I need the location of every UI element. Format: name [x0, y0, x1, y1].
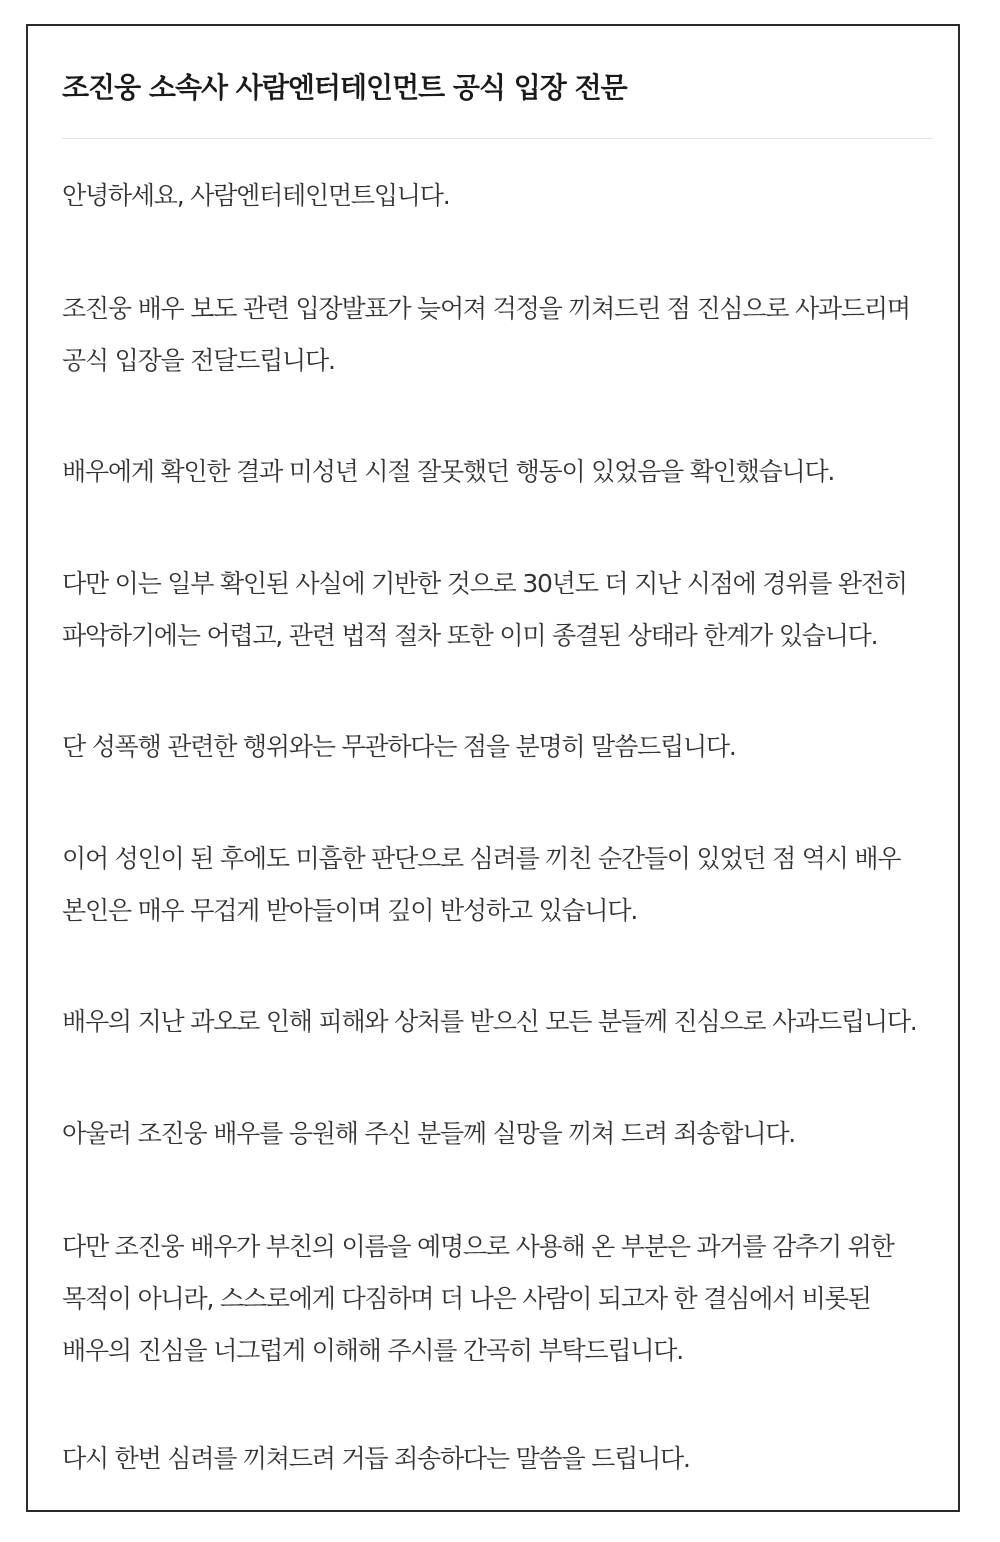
paragraph-confirmation: [62, 446, 834, 498]
statement-title: 조진웅 소속사 사람엔터테인먼트 공식 입장 전문: [62, 71, 627, 104]
paragraph-apology-fans: [62, 1108, 795, 1160]
paragraph-line: 공식 입장을 전달드립니다.: [62, 346, 335, 375]
title-divider: [62, 138, 932, 139]
paragraph-apology-delay: [62, 283, 910, 387]
paragraph-line: 다시 한번 심려를 끼쳐드려 거듭 죄송하다는 말씀을 드립니다.: [62, 1444, 690, 1473]
paragraph-clarification: [62, 721, 736, 773]
paragraph-line: 배우의 진심을 너그럽게 이해해 주시를 간곡히 부탁드립니다.: [62, 1336, 683, 1365]
paragraph-line: 배우의 지난 과오로 인해 피해와 상처를 받으신 모든 분들께 진심으로 사과드립니다.: [62, 1007, 917, 1036]
paragraph-line: 아울러 조진웅 배우를 응원해 주신 분들께 실망을 끼쳐 드려 죄송합니다.: [62, 1119, 796, 1148]
paragraph-line: 배우에게 확인한 결과 미성년 시절 잘못했던 행동이 있었음을 확인했습니다.: [62, 457, 835, 486]
paragraph-line: 안녕하세요, 사람엔터테인먼트입니다.: [62, 181, 450, 210]
statement-frame: [26, 24, 960, 1512]
paragraph-line: 본인은 매우 무겁게 받아들이며 깊이 반성하고 있습니다.: [62, 896, 638, 925]
paragraph-apology-victims: [62, 996, 917, 1048]
paragraph-line: 다만 이는 일부 확인된 사실에 기반한 것으로 30년도 더 지난 시점에 경위를 완전히: [62, 569, 907, 598]
paragraph-limitation: [62, 558, 907, 662]
paragraph-reflection: [62, 833, 900, 937]
paragraph-greeting: [62, 170, 449, 222]
paragraph-line: 파악하기에는 어렵고, 관련 법적 절차 또한 이미 종결된 상태라 한계가 있습니다.: [62, 621, 878, 650]
paragraph-line: 단 성폭행 관련한 행위와는 무관하다는 점을 분명히 말씀드립니다.: [62, 732, 736, 761]
paragraph-stage-name: [62, 1221, 894, 1377]
paragraph-closing: [62, 1433, 690, 1485]
paragraph-line: 조진웅 배우 보도 관련 입장발표가 늦어져 걱정을 끼쳐드린 점 진심으로 사과드리며: [62, 294, 910, 323]
paragraph-line: 목적이 아니라, 스스로에게 다짐하며 더 나은 사람이 되고자 한 결심에서 비롯된: [62, 1284, 871, 1313]
paragraph-line: 이어 성인이 된 후에도 미흡한 판단으로 심려를 끼친 순간들이 있었던 점 역시 배우: [62, 844, 901, 873]
paragraph-line: 다만 조진웅 배우가 부친의 이름을 예명으로 사용해 온 부분은 과거를 감추기 위한: [62, 1232, 894, 1261]
